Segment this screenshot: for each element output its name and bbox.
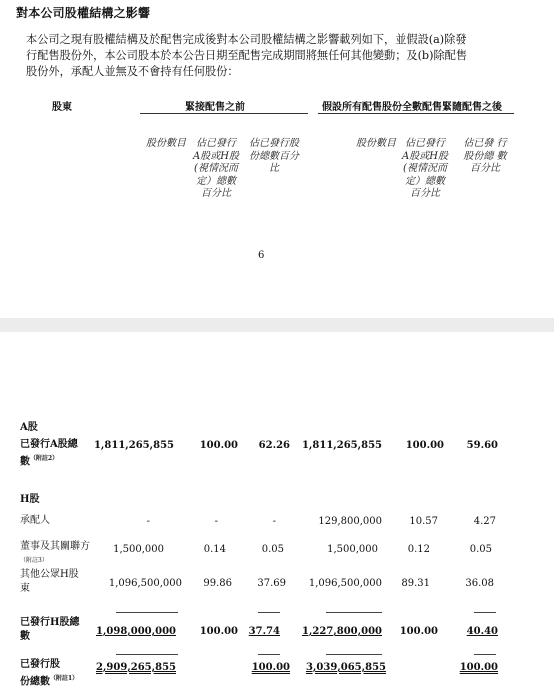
cell-value: 1,811,265,855: [301, 440, 382, 451]
cell-value: 100.00: [459, 662, 498, 673]
cell-value: 4.27: [473, 516, 496, 527]
subheader-total-percentage-after: 佔已發 行股份總 數百分比: [463, 138, 507, 174]
cell-value: -: [214, 516, 218, 527]
document-page-lower: [0, 332, 554, 698]
cell-value: -: [146, 516, 150, 527]
cell-value: 2,909,265,855: [95, 662, 176, 673]
page-gap: [0, 318, 554, 332]
subheader-class-percentage-before: 佔已發行 A股或H股 (視情況而 定）總數 百分比: [193, 138, 239, 199]
row-label-line: 其他公眾H股: [20, 569, 79, 580]
cell-value: 100.00: [199, 440, 238, 451]
sum-rule: [326, 654, 382, 655]
page-number: 6: [258, 250, 265, 261]
cell-value: 62.26: [258, 440, 290, 451]
cell-value: 99.86: [203, 578, 232, 589]
row-label-a-total: [20, 438, 78, 469]
cell-value: 129,800,000: [318, 516, 382, 527]
cell-value: 100.00: [199, 626, 238, 637]
header-rule-after: [318, 113, 514, 114]
sum-rule: [258, 612, 280, 613]
cell-value: 0.12: [407, 544, 430, 555]
cell-value: 1,500,000: [113, 544, 164, 555]
header-shareholders: 股東: [52, 102, 72, 113]
sum-rule: [116, 654, 178, 655]
header-after-placing: 假設所有配售股份全數配售緊隨配售之後: [322, 102, 502, 113]
row-label-line: 份總數: [20, 676, 50, 688]
cell-value: 40.40: [466, 626, 498, 637]
row-label-placees: 承配人: [20, 515, 50, 526]
cell-value: 37.69: [257, 578, 286, 589]
cell-value: 0.14: [203, 544, 226, 555]
cell-value: 100.00: [251, 662, 290, 673]
cell-value: 59.60: [466, 440, 498, 451]
intro-line: 股份外，承配人並無及不會持有任何股份：: [26, 65, 239, 78]
cell-value: 10.57: [409, 516, 438, 527]
cell-value: 1,098,000,000: [95, 626, 176, 637]
row-label-line: 董事及其關聯方: [20, 541, 90, 552]
cell-value: 37.74: [248, 626, 280, 637]
cell-value: 89.31: [401, 578, 430, 589]
sum-rule: [326, 612, 382, 613]
cell-value: 1,500,000: [327, 544, 378, 555]
footnote-ref: （附註3）: [20, 557, 48, 564]
row-label-line: 東: [20, 583, 30, 594]
sum-rule: [116, 612, 178, 613]
footnote-ref: （附註2）: [30, 455, 59, 462]
row-label-line: 數: [20, 456, 30, 468]
row-label-line: 數: [20, 631, 30, 642]
row-label-directors: [20, 540, 90, 571]
cell-value: 1,096,500,000: [308, 578, 382, 589]
footnote-ref: （附註1）: [50, 675, 79, 682]
row-label-line: 已發行股: [20, 659, 60, 670]
intro-line: 行配售股份外，本公司股本於本公告日期至配售完成期間將無任何其他變動；及(b)除配售: [26, 49, 468, 62]
section-title: 對本公司股權結構之影響: [16, 6, 151, 20]
intro-paragraph: [26, 32, 536, 80]
cell-value: 3,039,065,855: [305, 662, 386, 673]
section-h-shares: H股: [20, 494, 40, 505]
cell-value: 100.00: [405, 440, 444, 451]
cell-value: 36.08: [465, 578, 494, 589]
subheader-class-percentage-after: 佔已發行 A股或H股 (視情況而 定）總數 百分比: [402, 138, 448, 199]
header-rule-before: [140, 113, 308, 114]
subheader-number-of-shares-after: 股份數目: [356, 138, 396, 149]
row-label-other-public: [20, 568, 79, 596]
sum-rule: [474, 612, 496, 613]
cell-value: 100.00: [399, 626, 438, 637]
row-label-h-total: [20, 616, 79, 644]
section-a-shares: A股: [20, 422, 38, 433]
header-before-placing: 緊接配售之前: [185, 102, 245, 113]
cell-value: -: [272, 516, 276, 527]
intro-line: 本公司之現有股權結構及於配售完成後對本公司股權結構之影響載列如下，並假設(a)除發: [26, 33, 467, 46]
cell-value: 1,811,265,855: [93, 440, 174, 451]
row-label-line: 已發行A股總: [20, 439, 78, 450]
cell-value: 0.05: [261, 544, 284, 555]
sum-rule: [258, 654, 280, 655]
cell-value: 1,227,800,000: [301, 626, 382, 637]
row-label-line: 已發行H股總: [20, 617, 80, 628]
document-page-upper: [0, 0, 554, 318]
sum-rule: [474, 654, 496, 655]
row-label-grand-total: [20, 658, 78, 689]
cell-value: 0.05: [469, 544, 492, 555]
subheader-number-of-shares-before: 股份數目: [146, 138, 186, 149]
cell-value: 1,096,500,000: [108, 578, 182, 589]
subheader-total-percentage-before: 佔已發行股 份總數百分 比: [249, 138, 299, 174]
